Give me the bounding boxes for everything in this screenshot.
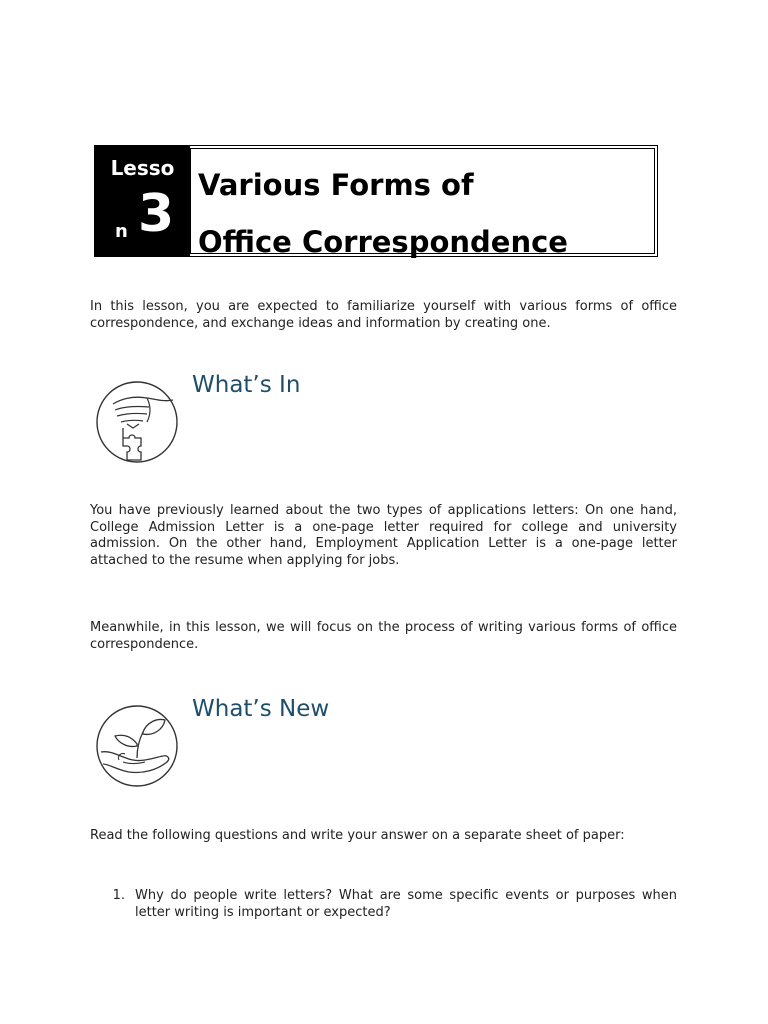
question-number: 1. <box>112 888 125 903</box>
hand-sprout-icon <box>93 700 181 788</box>
question-item <box>90 888 677 921</box>
question-list <box>90 888 677 921</box>
question-text: Why do people write letters? What are some specific events or purposes when letter writing is important or expected? <box>135 888 677 920</box>
lesson-label: Lesso <box>110 156 175 180</box>
lesson-title-line2: Office Correspondence <box>198 225 568 259</box>
lesson-header <box>94 145 658 257</box>
whats-new-instruction: Read the following questions and write your answer on a separate sheet of paper: <box>90 828 625 843</box>
lesson-label-n: n <box>115 221 128 242</box>
intro-paragraph: In this lesson, you are expected to familiarize yourself with various forms of office correspondence, and exchange ideas and information by creating one. <box>90 299 677 331</box>
lesson-title <box>198 157 638 271</box>
whats-in-heading: What’s In <box>192 372 301 398</box>
lesson-badge <box>95 146 190 256</box>
lesson-title-box <box>190 148 655 259</box>
lesson-title-line1: Various Forms of <box>198 168 474 202</box>
lesson-number: 3 <box>138 184 175 244</box>
whats-in-paragraph-2: Meanwhile, in this lesson, we will focus on the process of writing various forms of office correspondence. <box>90 620 677 652</box>
whats-new-heading: What’s New <box>192 696 330 722</box>
whats-in-paragraph-1: You have previously learned about the two types of applications letters: On one hand, College Admission Letter is a one-page letter required for college and university admission. On the other hand, Employment Application Letter is a one-page letter attached to the resume when applying for jobs. <box>90 503 677 568</box>
hand-puzzle-icon <box>93 376 181 464</box>
